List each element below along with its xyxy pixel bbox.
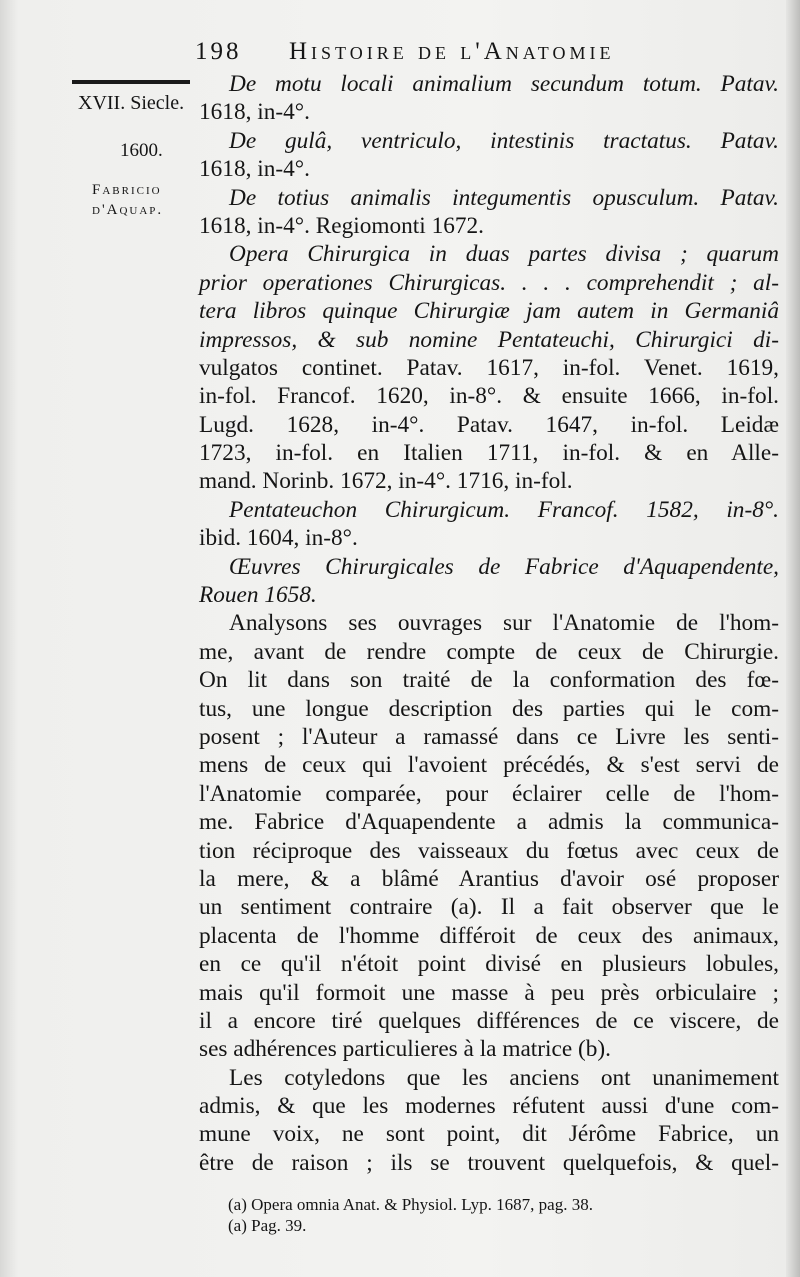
- margin-year: 1600.: [120, 140, 163, 161]
- text-line: De motu locali animalium secundum totum. Patav.: [229, 71, 779, 97]
- margin-century: XVII. Siecle.: [78, 92, 185, 114]
- margin-author-line: d'Aquap.: [92, 202, 164, 218]
- text-line: impressos, & sub nomine Pentateuchi, Chirurgici di-: [199, 326, 779, 353]
- footnote: (a) Pag. 39.: [228, 1216, 307, 1235]
- text-line: in-fol. Francof. 1620, in-8°. & ensuite 1666, in-fol.: [199, 383, 779, 410]
- text-line: mand. Norinb. 1672, in-4°. 1716, in-fol.: [199, 468, 573, 495]
- page-edge: [786, 0, 800, 1277]
- text-line: vulgatos continet. Patav. 1617, in-fol. Venet. 1619,: [199, 354, 779, 381]
- margin-author: [92, 180, 163, 220]
- text-line: me. Fabrice d'Aquapendente a admis la communica-: [199, 809, 779, 836]
- text-line: mens de ceux qui l'avoient précédés, & s'est servi de: [199, 752, 779, 779]
- text-line: De gulâ, ventriculo, intestinis tractatus. Patav.: [229, 127, 779, 154]
- text-line: mais qu'il formoit une masse à peu près orbiculaire ;: [199, 979, 779, 1006]
- margin-author-line: Fabricio: [92, 182, 162, 198]
- text-line: Pentateuchon Chirurgicum. Francof. 1582, in-8°.: [229, 496, 779, 523]
- text-line: 1618, in-4°. Regiomonti 1672.: [199, 212, 484, 239]
- text-line: il a encore tiré quelques différences de ce viscere, de: [199, 1007, 779, 1034]
- text-line: De totius animalis integumentis opusculum. Patav.: [229, 184, 779, 211]
- text-line: placenta de l'homme différoit de ceux des animaux,: [199, 922, 779, 949]
- footnote: (a) Opera omnia Anat. & Physiol. Lyp. 1687, pag. 38.: [228, 1195, 593, 1214]
- text-line: Analysons ses ouvrages sur l'Anatomie de l'hom-: [229, 610, 779, 637]
- text-line: l'Anatomie comparée, pour éclairer celle de l'hom-: [199, 780, 779, 807]
- footnotes: [228, 1194, 748, 1236]
- text-line: Les cotyledons que les anciens ont unanimement: [229, 1064, 779, 1091]
- text-line: tion réciproque des vaisseaux du fœtus avec ceux de: [199, 837, 779, 864]
- body-text: [199, 70, 779, 1177]
- text-line: me, avant de rendre compte de ceux de Chirurgie.: [199, 638, 779, 665]
- text-line: Œuvres Chirurgicales de Fabrice d'Aquapendente,: [229, 553, 779, 580]
- text-line: un sentiment contraire (a). Il a fait observer que le: [199, 894, 779, 921]
- running-title: Histoire de l'Anatomie: [289, 38, 615, 65]
- text-line: Rouen 1658.: [199, 582, 317, 609]
- text-line: prior operationes Chirurgicas. . . . comprehendit ; al-: [199, 269, 779, 296]
- margin-rule: [72, 80, 190, 84]
- text-line: Lugd. 1628, in-4°. Patav. 1647, in-fol. Leidæ: [199, 411, 779, 438]
- text-line: posent ; l'Auteur a ramassé dans ce Livre les senti-: [199, 723, 779, 750]
- text-line: être de raison ; ils se trouvent quelquefois, & quel-: [199, 1149, 779, 1176]
- text-line: 1618, in-4°.: [199, 156, 310, 183]
- text-line: tus, une longue description des parties qui le com-: [199, 695, 779, 722]
- text-line: en ce qu'il n'étoit point divisé en plusieurs lobules,: [199, 951, 779, 978]
- text-line: tera libros quinque Chirurgiæ jam autem in Germaniâ: [199, 298, 779, 325]
- text-line: mune voix, ne sont point, dit Jérôme Fabrice, un: [199, 1121, 779, 1148]
- page-number: 198: [195, 38, 242, 65]
- text-line: Opera Chirurgica in duas partes divisa ; quarum: [229, 241, 779, 268]
- text-line: On lit dans son traité de la conformation des fœ-: [199, 667, 779, 694]
- text-line: admis, & que les modernes réfutent aussi d'une com-: [199, 1093, 779, 1120]
- text-line: ses adhérences particulieres à la matrice (b).: [199, 1036, 612, 1063]
- text-line: 1618, in-4°.: [199, 99, 310, 126]
- text-line: la mere, & a blâmé Arantius d'avoir osé proposer: [199, 865, 779, 892]
- text-line: 1723, in-fol. en Italien 1711, in-fol. & en Alle-: [199, 440, 779, 467]
- text-line: ibid. 1604, in-8°.: [199, 525, 358, 552]
- page-header: [195, 38, 695, 70]
